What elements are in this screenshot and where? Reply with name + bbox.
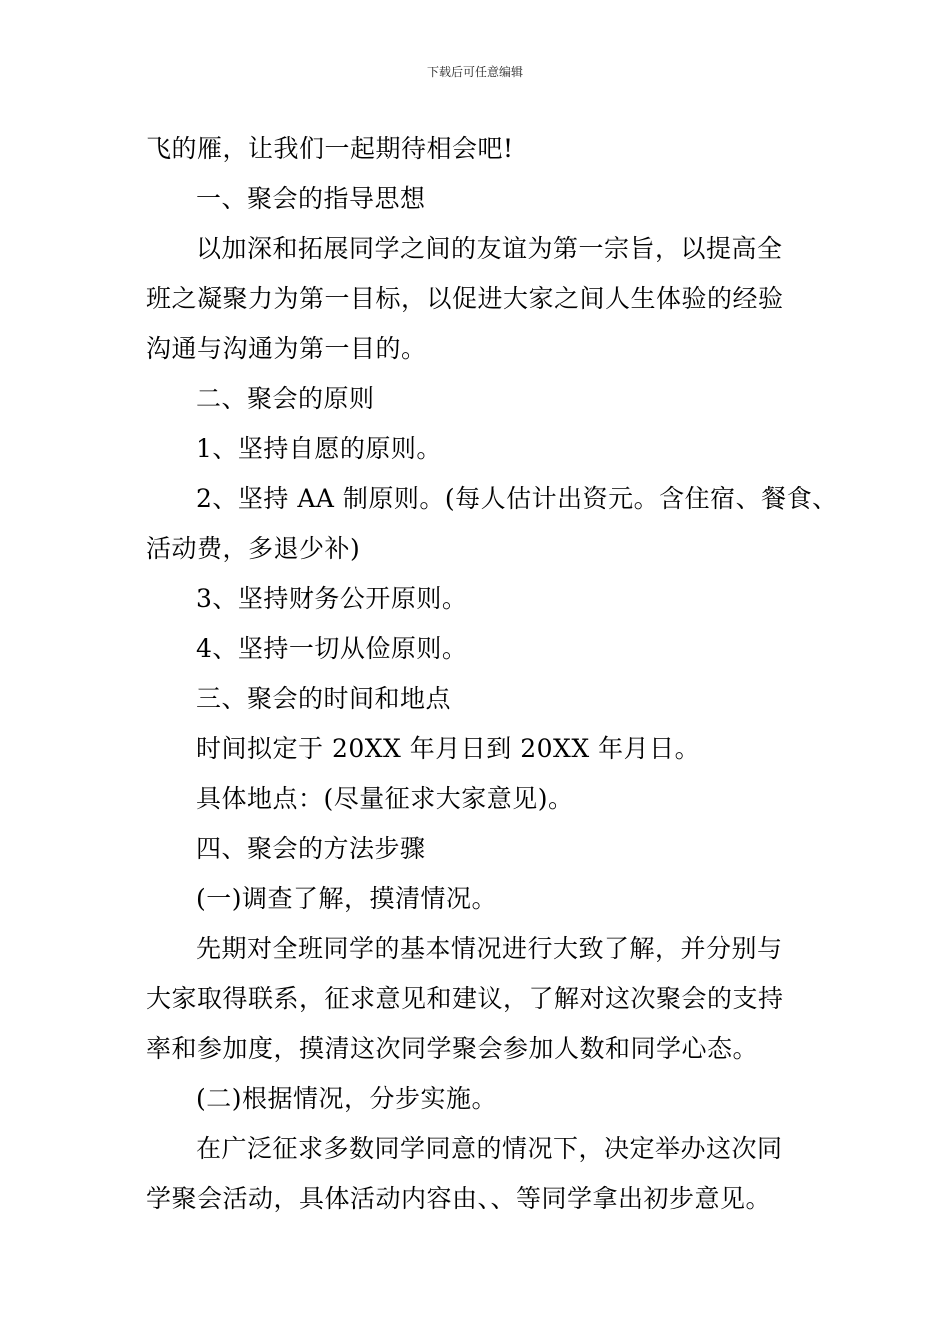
section-heading-time-place: 三、聚会的时间和地点: [196, 684, 452, 713]
text-line: 以加深和拓展同学之间的友谊为第一宗旨，以提高全: [196, 234, 783, 263]
section-heading-guiding-idea: 一、聚会的指导思想: [196, 184, 426, 213]
list-item: 2、坚持 AA 制原则。(每人估计出资元。含住宿、餐食、: [196, 484, 838, 513]
text-line: 活动费，多退少补): [146, 534, 361, 563]
text-line: 沟通与沟通为第一目的。: [146, 334, 427, 363]
text-line: 具体地点：(尽量征求大家意见)。: [196, 784, 574, 813]
list-item: 3、坚持财务公开原则。: [196, 584, 468, 613]
section-heading-principles: 二、聚会的原则: [196, 384, 375, 413]
text-line: 率和参加度，摸清这次同学聚会参加人数和同学心态。: [146, 1034, 759, 1063]
page-header: 下载后可任意编辑: [426, 65, 523, 79]
section-heading-steps: 四、聚会的方法步骤: [196, 834, 426, 863]
list-item: 4、坚持一切从俭原则。: [196, 634, 468, 663]
text-line: 先期对全班同学的基本情况进行大致了解，并分别与: [196, 934, 783, 963]
text-line: 在广泛征求多数同学同意的情况下，决定举办这次同: [196, 1134, 783, 1163]
text-line: 学聚会活动，具体活动内容由、、等同学拿出初步意见。: [146, 1184, 772, 1213]
subsection-heading: (二)根据情况，分步实施。: [196, 1084, 498, 1113]
text-line: 飞的雁，让我们一起期待相会吧!: [146, 134, 514, 163]
subsection-heading: (一)调查了解，摸清情况。: [196, 884, 498, 913]
text-line: 时间拟定于 20XX 年月日到 20XX 年月日。: [196, 734, 701, 763]
document-body: [146, 124, 838, 1224]
text-line: 大家取得联系，征求意见和建议，了解对这次聚会的支持: [146, 984, 784, 1013]
list-item: 1、坚持自愿的原则。: [196, 434, 442, 463]
text-line: 班之凝聚力为第一目标，以促进大家之间人生体验的经验: [146, 284, 784, 313]
